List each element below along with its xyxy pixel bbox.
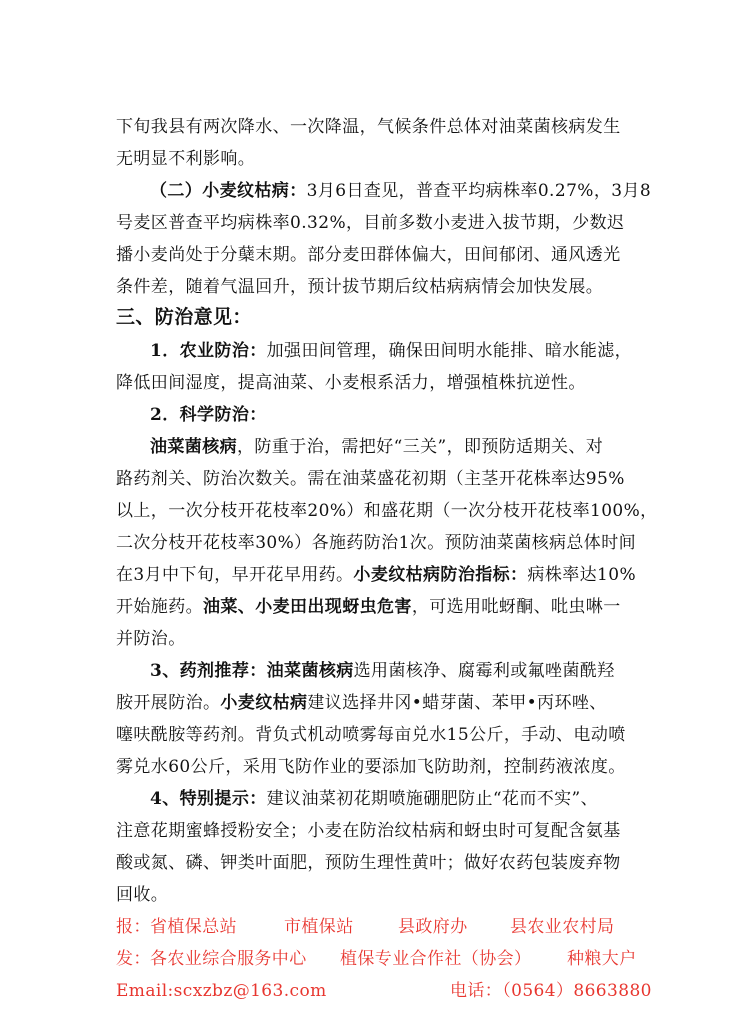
- send-to-label: 发：: [116, 949, 151, 969]
- sci-control-line-3: 以上，一次分枝开花枝率20%）和盛花期（一次分枝开花枝率100%，: [116, 501, 658, 521]
- sci-control-line-5: [116, 564, 636, 586]
- wheat-sheath-blight-text: 3月6日查见，普查平均病株率0.27%，3月8: [306, 181, 652, 201]
- tips-text-1: 建议油菜初花期喷施硼肥防止“花而不实”、: [266, 789, 599, 809]
- wheat-sheath-blight-line-2: 号麦区普查平均病株率0.32%，目前多数小麦进入拔节期，少数迟: [116, 213, 625, 233]
- pesticide-text-2a: 胺开展防治。: [116, 693, 221, 713]
- send-to-3: 种粮大户: [567, 949, 637, 969]
- sci-control-text-6c: ，可选用吡蚜酮、吡虫啉一: [411, 597, 621, 617]
- sci-control-label: 2．科学防治：: [150, 405, 267, 425]
- wheat-sheath-blight-label: （二）小麦纹枯病：: [150, 181, 307, 201]
- sci-control-line-6: [116, 596, 621, 618]
- pesticide-text-1: 选用菌核净、腐霉利或氟唑菌酰羟: [353, 661, 615, 681]
- pesticide-text-2b: 建议选择井冈•蜡芽菌、苯甲•丙环唑、: [307, 693, 607, 713]
- tips-line-1: [150, 788, 598, 810]
- send-to-1: 各农业综合服务中心: [150, 949, 307, 969]
- pesticide-line-4: 雾兑水60公斤，采用飞防作业的要添加飞防助剂，控制药液浓度。: [116, 757, 626, 777]
- pesticide-wheat-label: 小麦纹枯病: [220, 693, 308, 713]
- wheat-sheath-blight-line-3: 播小麦尚处于分蘖末期。部分麦田群体偏大，田间郁闭、通风透光: [116, 245, 621, 265]
- pesticide-line-2: [116, 692, 607, 714]
- pesticide-label: 3、药剂推荐：: [150, 661, 267, 681]
- sci-control-line-4: 二次分枝开花枝率30%）各施药防治1次。预防油菜菌核病总体时间: [116, 533, 636, 553]
- phone-text: 电话：（0564）8663880: [450, 981, 652, 1001]
- report-to-3: 县政府办: [398, 917, 468, 937]
- agri-control-text: 加强田间管理，确保田间明水能排、暗水能滤，: [266, 341, 633, 361]
- wheat-control-index-label: 小麦纹枯病防治指标：: [353, 565, 528, 585]
- agri-control-line-2: 降低田间湿度，提高油菜、小麦根系活力，增强植株抗逆性。: [116, 373, 586, 393]
- p1-line-2: 无明显不利影响。: [116, 149, 256, 169]
- pesticide-rapeseed-label: 油菜菌核病: [266, 661, 354, 681]
- wheat-sheath-blight-line-1: [150, 180, 651, 202]
- tips-line-2: 注意花期蜜蜂授粉安全；小麦在防治纹枯病和蚜虫时可复配含氨基: [116, 821, 621, 841]
- send-to-2: 植保专业合作社（协会）: [340, 949, 532, 969]
- tips-label: 4、特别提示：: [150, 789, 267, 809]
- report-to-2: 市植保站: [284, 917, 354, 937]
- report-to-4: 县农业农村局: [510, 917, 615, 937]
- sci-control-line-7: 并防治。: [116, 629, 186, 649]
- wheat-sheath-blight-line-4: 条件差，随着气温回升，预计拔节期后纹枯病病情会加快发展。: [116, 277, 604, 297]
- rapeseed-sclerotinia-label: 油菜菌核病: [150, 437, 237, 457]
- section-heading-control: 三、防治意见：: [116, 306, 252, 328]
- aphid-damage-label: 油菜、小麦田出现蚜虫危害: [203, 597, 412, 617]
- agri-control-line-1: [150, 340, 632, 362]
- report-to-label: 报：: [116, 917, 151, 937]
- pesticide-line-3: 噻呋酰胺等药剂。背负式机动喷雾每亩兑水15公斤，手动、电动喷: [116, 725, 626, 745]
- tips-line-4: 回收。: [116, 885, 169, 905]
- sci-control-text-5a: 在3月中下旬，早开花早用药。: [116, 565, 354, 585]
- agri-control-label: 1．农业防治：: [150, 341, 267, 361]
- sci-control-text-6a: 开始施药。: [116, 597, 203, 617]
- email-text: Email:scxzbz@163.com: [116, 981, 327, 1001]
- tips-line-3: 酸或氮、磷、钾类叶面肥，预防生理性黄叶；做好农药包装废弃物: [116, 853, 621, 873]
- report-to-1: 省植保总站: [150, 917, 237, 937]
- sci-control-line-2: 路药剂关、防治次数关。需在油菜盛花初期（主茎开花株率达95%: [116, 469, 625, 489]
- pesticide-line-1: [150, 660, 615, 682]
- sci-control-text-1: ，防重于治，需把好“三关”，即预防适期关、对: [237, 437, 604, 457]
- p1-line-1: 下旬我县有两次降水、一次降温，气候条件总体对油菜菌核病发生: [116, 117, 621, 137]
- sci-control-text-5c: 病株率达10%: [527, 565, 637, 585]
- sci-control-line-1: [150, 436, 603, 458]
